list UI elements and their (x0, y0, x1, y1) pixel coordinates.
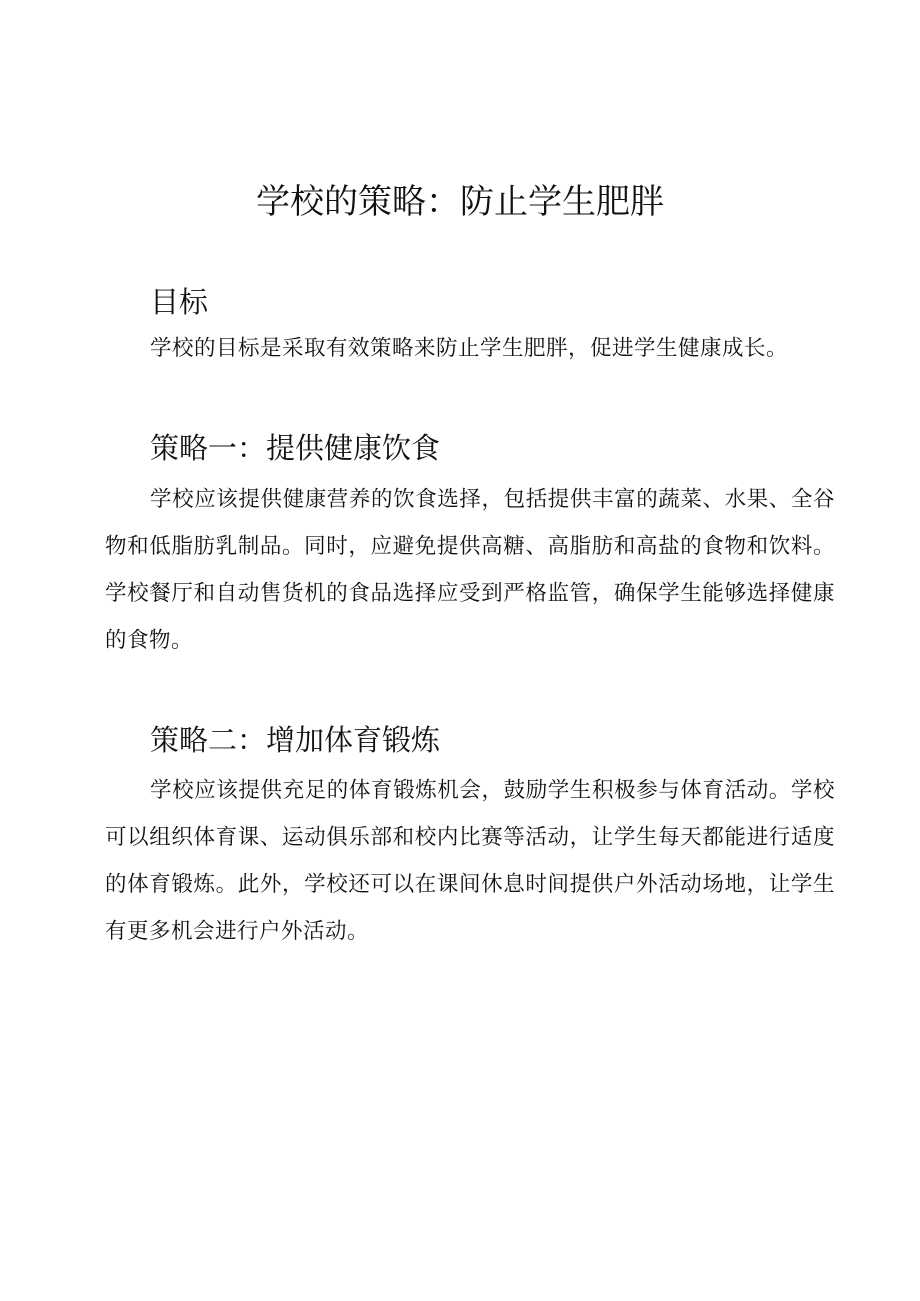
section-body-strategy-2: 学校应该提供充足的体育锻炼机会，鼓励学生积极参与体育活动。学校可以组织体育课、运动俱乐部和校内比赛等活动，让学生每天都能进行适度的体育锻炼。此外，学校还可以在课间休息时间提供户外活动场地，让学生有更多机会进行户外活动。 (105, 778, 835, 944)
section-body-goal: 学校的目标是采取有效策略来防止学生肥胖，促进学生健康成长。 (150, 336, 789, 361)
section-heading-strategy-2: 策略二：增加体育锻炼 (150, 723, 441, 757)
section-heading-strategy-1: 策略一：提供健康饮食 (150, 431, 441, 465)
page-title: 学校的策略：防止学生肥胖 (256, 182, 664, 222)
section-heading-goal: 目标 (150, 285, 209, 319)
section-body-strategy-1: 学校应该提供健康营养的饮食选择，包括提供丰富的蔬菜、水果、全谷物和低脂肪乳制品。同时，应避免提供高糖、高脂肪和高盐的食物和饮料。学校餐厅和自动售货机的食品选择应受到严格监管，确保学生能够选择健康的食物。 (105, 487, 835, 653)
